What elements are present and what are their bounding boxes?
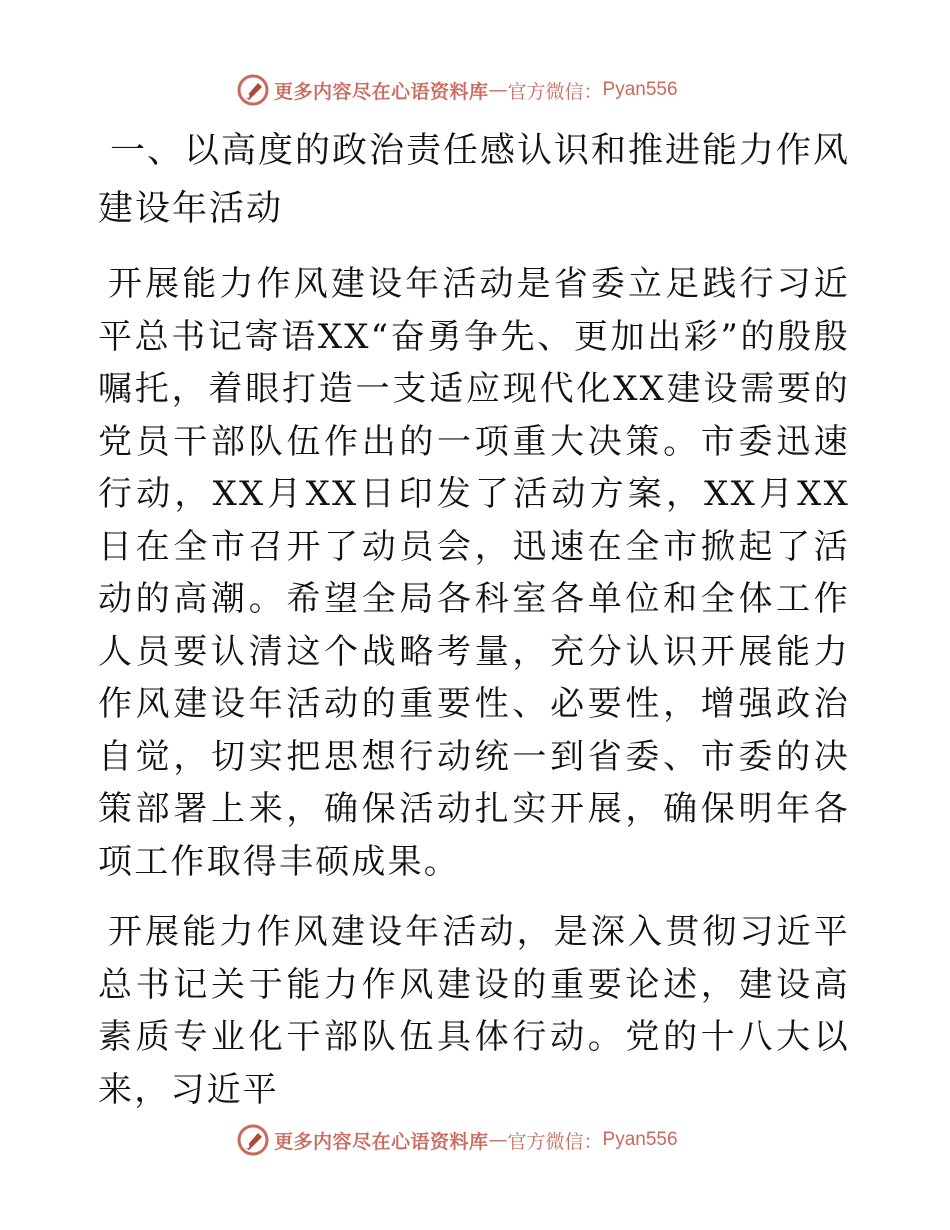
pen-nib-logo-icon xyxy=(236,1123,270,1157)
paragraph-2: 开展能力作风建设年活动，是深入贯彻习近平总书记关于能力作风建设的重要论述，建设高素质专业化干部队伍具体行动。党的十八大以来，习近平 xyxy=(98,912,850,1110)
footer-watermark xyxy=(236,1122,756,1158)
section-heading: 一、以高度的政治责任感认识和推进能力作风建设年活动 xyxy=(98,131,851,229)
watermark-label: 官方微信： xyxy=(507,80,603,103)
header-watermark xyxy=(236,72,756,108)
watermark-text: 更多内容尽在心语资料库 xyxy=(274,80,489,103)
document-body xyxy=(98,122,850,1134)
pen-nib-logo-icon xyxy=(236,73,270,107)
watermark-wechat-id: Pyan556 xyxy=(602,79,678,100)
watermark-text: 更多内容尽在心语资料库 xyxy=(274,1130,489,1153)
watermark-wechat-id: Pyan556 xyxy=(602,1129,678,1150)
paragraph-1: 开展能力作风建设年活动是省委立足践行习近平总书记寄语XX“奋勇争先、更加出彩”的殷殷嘱托，着眼打造一支适应现代化XX建设需要的党员干部队伍作出的一项重大决策。市委迅速行动，XX月XX日印发了活动方案，XX月XX日在全市召开了动员会，迅速在全市掀起了活动的高潮。希望全局各科室各单位和全体工作人员要认清这个战略考量，充分认识开展能力作风建设年活动的重要性、必要性，增强政治自觉，切实把思想行动统一到省委、市委的决策部署上来，确保活动扎实开展，确保明年各项工作取得丰硕成果。 xyxy=(98,264,850,882)
watermark-dash: — xyxy=(488,1129,508,1151)
watermark-dash: — xyxy=(488,79,508,101)
watermark-label: 官方微信： xyxy=(507,1130,603,1153)
